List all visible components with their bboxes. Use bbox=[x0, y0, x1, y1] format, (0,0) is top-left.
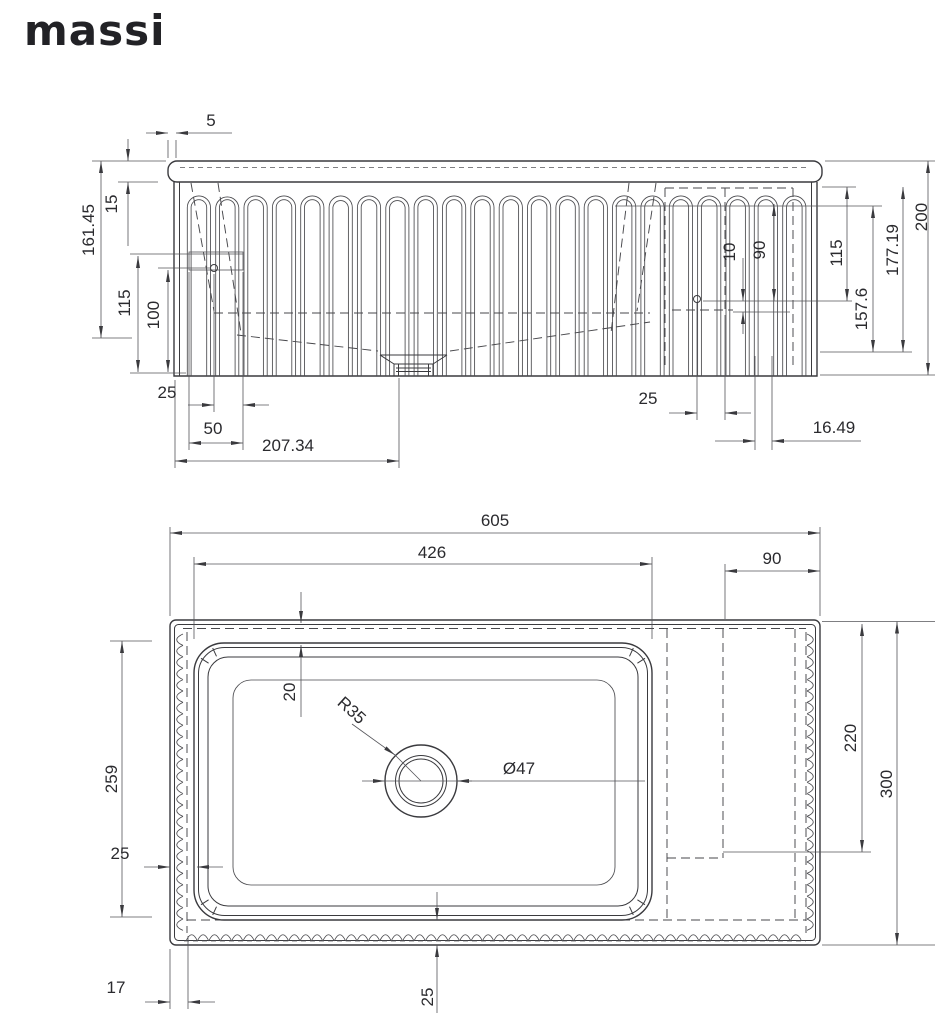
basin-floor bbox=[233, 680, 615, 885]
basin-corner-ticks bbox=[201, 648, 645, 915]
dim-label-25-side: 25 bbox=[110, 844, 130, 863]
dim-label-90: 90 bbox=[750, 240, 769, 260]
dim-label-left-total: 161.45 bbox=[79, 204, 98, 256]
sink-rim bbox=[168, 161, 822, 182]
dim-label-207: 207.34 bbox=[262, 436, 314, 455]
dim-label-rim-height: 15 bbox=[102, 194, 121, 214]
plan-outer-outline bbox=[170, 620, 820, 945]
basin-ledge bbox=[208, 657, 638, 906]
dim-label-50: 50 bbox=[203, 419, 223, 438]
plan-right-compartment-hidden bbox=[667, 629, 795, 920]
right-hole bbox=[694, 296, 701, 303]
dim-label-left-115: 115 bbox=[115, 289, 134, 317]
dim-label-25-bottom: 25 bbox=[418, 987, 437, 1007]
dim-label-259: 259 bbox=[102, 764, 121, 794]
dim-label-220: 220 bbox=[841, 723, 860, 753]
left-hole bbox=[211, 265, 218, 272]
dim-label-16-49: 16.49 bbox=[812, 418, 856, 437]
basin-opening bbox=[194, 643, 652, 920]
basin-hidden-floor bbox=[191, 183, 656, 351]
brand-logo: massi bbox=[24, 6, 166, 55]
dim-label-17: 17 bbox=[106, 978, 126, 997]
dim-label-r35: R35 bbox=[333, 692, 370, 728]
dim-label-right-115: 115 bbox=[827, 239, 846, 267]
dim-label-90-section: 90 bbox=[762, 549, 782, 568]
dim-label-426: 426 bbox=[417, 543, 447, 562]
dim-label-d47: Ø47 bbox=[502, 759, 536, 778]
dim-label-605: 605 bbox=[480, 511, 510, 530]
plan-view bbox=[102, 511, 935, 1013]
flutes-outer bbox=[187, 196, 806, 376]
flutes-inner bbox=[191, 200, 802, 376]
plan-outer-inner-line bbox=[175, 625, 816, 941]
dim-label-10: 10 bbox=[720, 242, 739, 262]
dim-label-overhang: 5 bbox=[206, 111, 216, 130]
dim-label-left-100: 100 bbox=[144, 300, 163, 330]
front-elevation-view bbox=[79, 111, 935, 468]
dim-label-bl-25: 25 bbox=[157, 383, 177, 402]
dim-label-300: 300 bbox=[877, 769, 896, 799]
dim-label-20: 20 bbox=[280, 682, 299, 702]
dim-label-br-25: 25 bbox=[638, 389, 658, 408]
dim-label-177-19: 177.19 bbox=[883, 224, 902, 276]
dim-label-200: 200 bbox=[912, 202, 931, 232]
dim-label-157-6: 157.6 bbox=[852, 287, 871, 331]
basin-opening-inner bbox=[199, 648, 648, 916]
